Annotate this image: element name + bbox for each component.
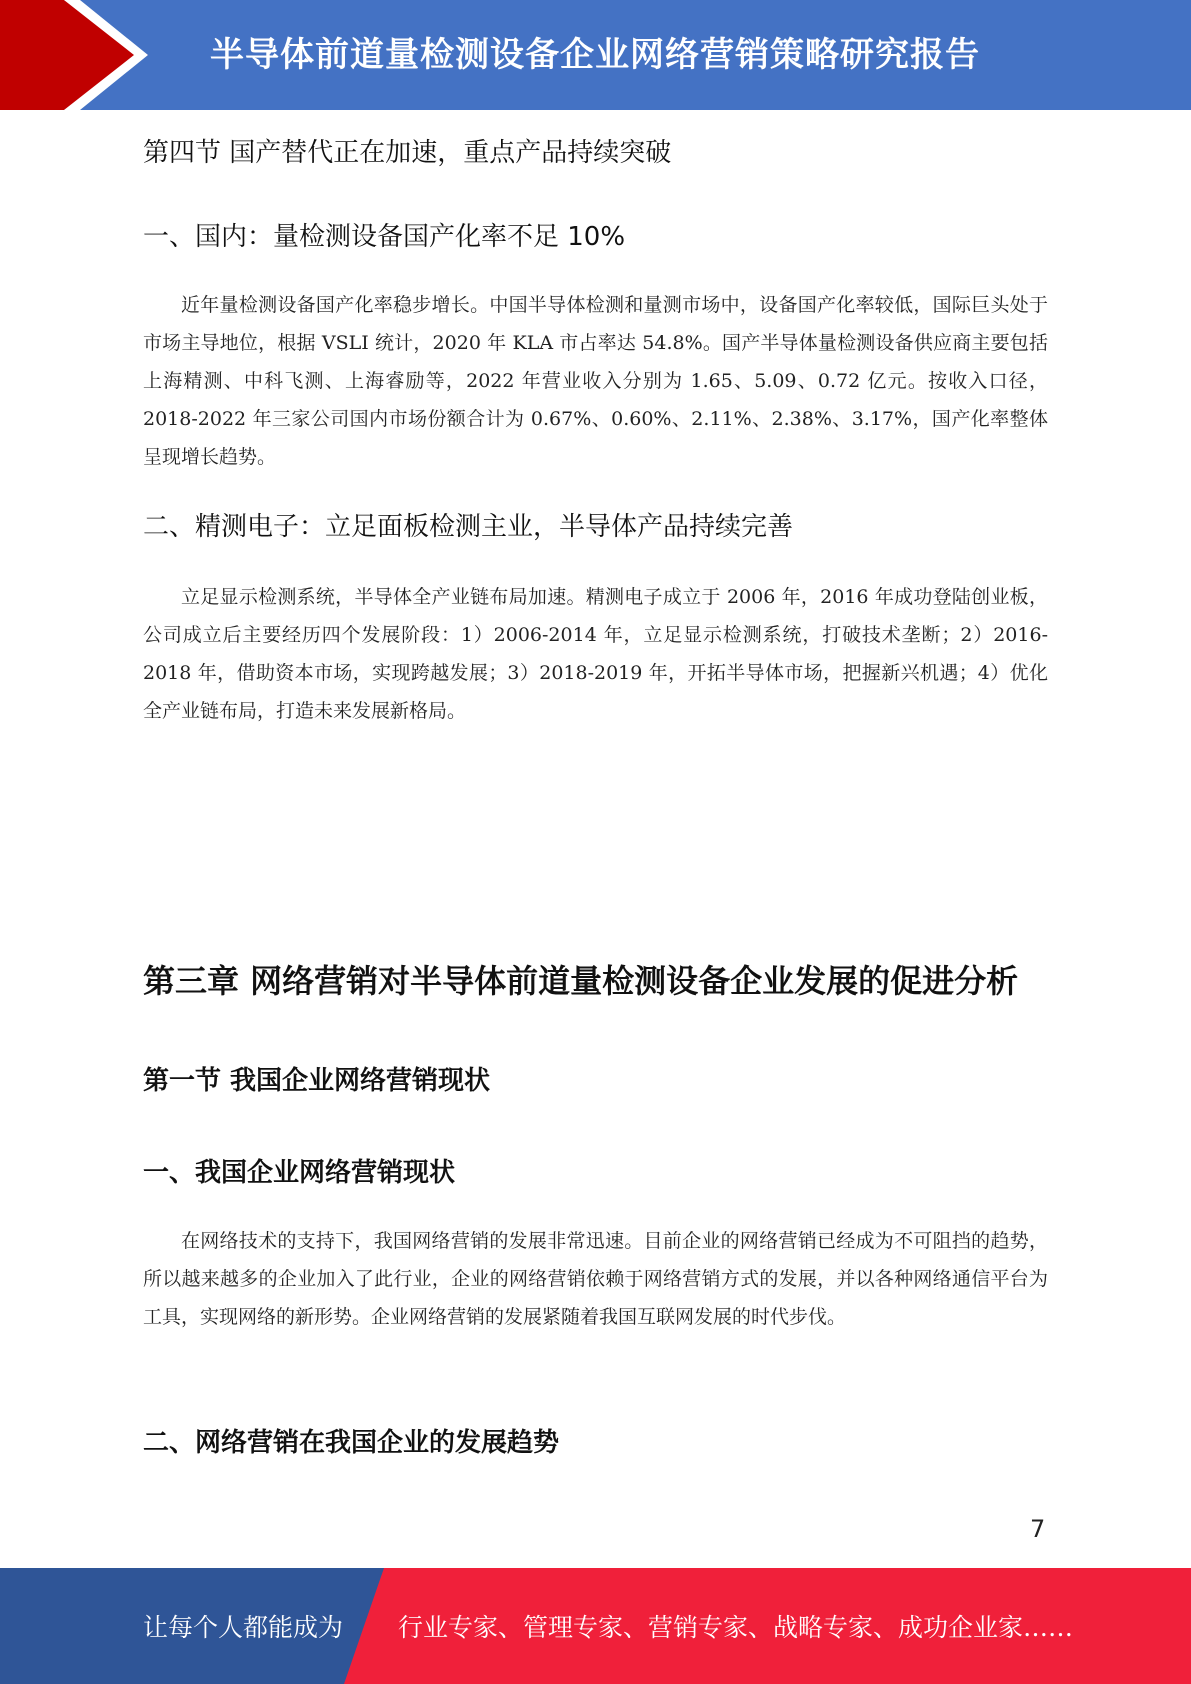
header-bar — [0, 0, 1191, 110]
report-title: 半导体前道量检测设备企业网络营销策略研究报告 — [210, 35, 980, 75]
subsection-1-heading: 一、国内：量检测设备国产化率不足 10% — [143, 222, 626, 252]
footer-slogan-left: 让每个人都能成为 — [143, 1613, 344, 1642]
paragraph-domestic-rate: 近年量检测设备国产化率稳步增长。中国半导体检测和量测市场中，设备国产化率较低，国际巨头处于市场主导地位，根据 VSLI 统计，2020 年 KLA 市占率达 54.8%。国产半导体量检测设备供应商主要包括上海精测、中科飞测、上海睿励等，2022 年营业收入分别为 1.65、5.09、0.72 亿元。按收入口径，2018-2022 年三家公司国内市场份额合计为 0.67%、0.60%、2.11%、2.38%、3.17%，国产化率整体呈现增长趋势。 — [143, 294, 1048, 468]
paragraph-jingce: 立足显示检测系统，半导体全产业链布局加速。精测电子成立于 2006 年，2016 年成功登陆创业板，公司成立后主要经历四个发展阶段：1）2006-2014 年，立足显示检测系统，打破技术垄断；2）2016-2018 年，借助资本市场，实现跨越发展；3）2018-2019 年，开拓半导体市场，把握新兴机遇；4）优化全产业链布局，打造未来发展新格局。 — [143, 586, 1048, 722]
page-number: 7 — [1030, 1515, 1046, 1543]
footer-banner — [0, 1568, 1191, 1684]
header-arrow-decoration — [0, 0, 160, 110]
paragraph-network-marketing: 在网络技术的支持下，我国网络营销的发展非常迅速。目前企业的网络营销已经成为不可阻挡的趋势，所以越来越多的企业加入了此行业，企业的网络营销依赖于网络营销方式的发展，并以各种网络通信平台为工具，实现网络的新形势。企业网络营销的发展紧随着我国互联网发展的时代步伐。 — [143, 1230, 1048, 1328]
section-1-heading: 第一节 我国企业网络营销现状 — [143, 1066, 491, 1096]
footer-slogan-right: 行业专家、管理专家、营销专家、战略专家、成功企业家…… — [398, 1613, 1074, 1642]
subsection-2-heading: 二、精测电子：立足面板检测主业，半导体产品持续完善 — [143, 512, 794, 542]
subsection-4-heading: 二、网络营销在我国企业的发展趋势 — [143, 1428, 560, 1458]
subsection-3-heading: 一、我国企业网络营销现状 — [143, 1158, 456, 1188]
section-4-heading: 第四节 国产替代正在加速，重点产品持续突破 — [143, 138, 672, 168]
chapter-3-heading: 第三章 网络营销对半导体前道量检测设备企业发展的促进分析 — [143, 962, 1019, 1000]
